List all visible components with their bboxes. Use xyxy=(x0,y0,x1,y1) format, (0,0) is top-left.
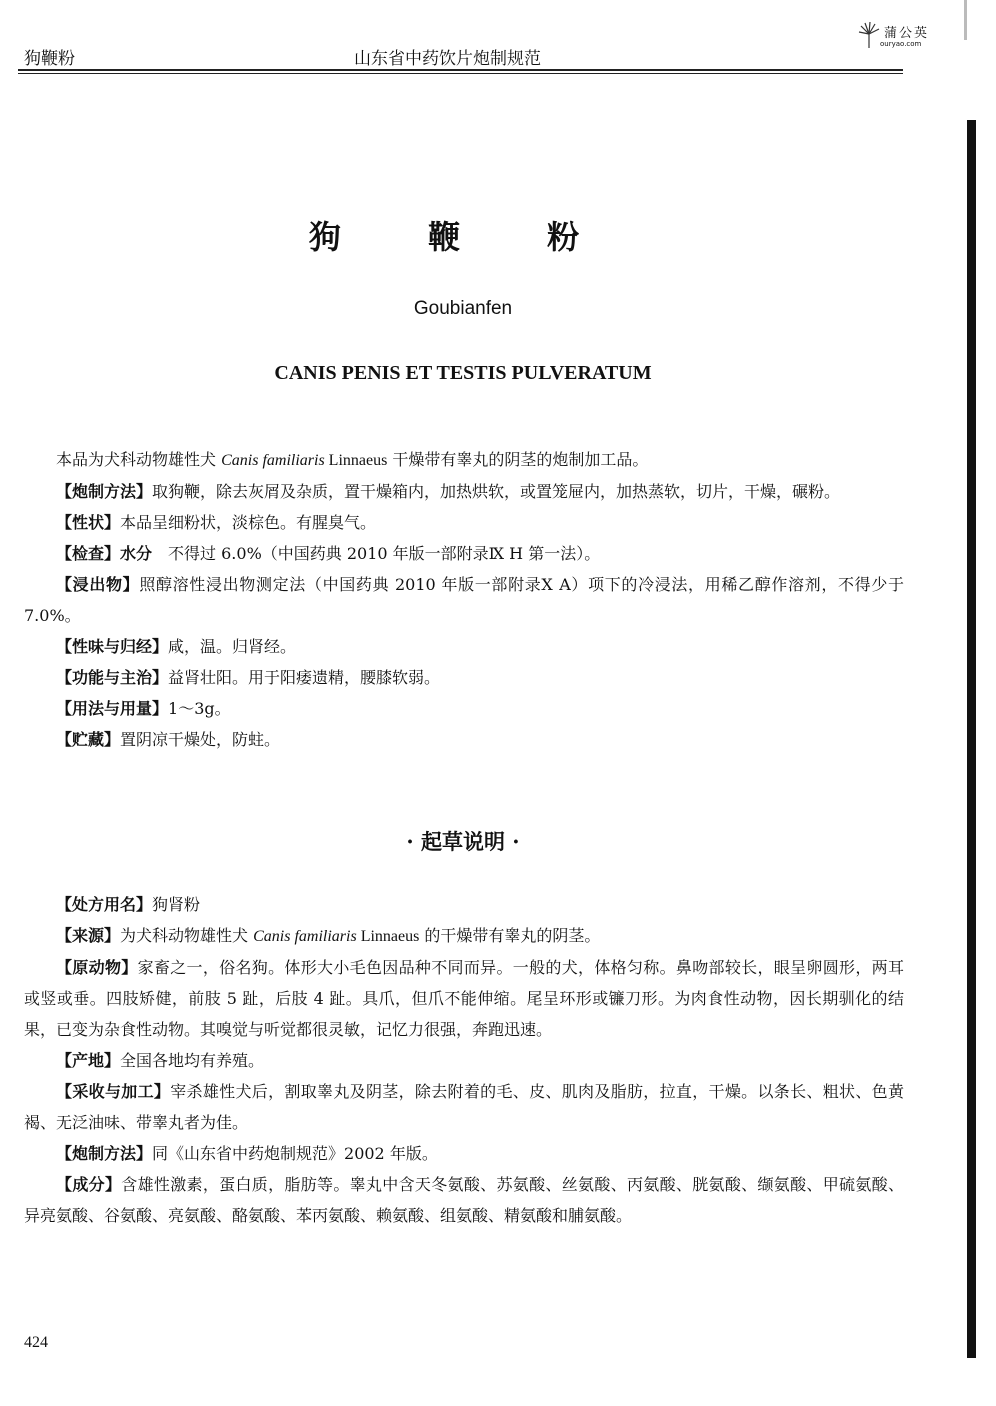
section-label: 【检查】 xyxy=(56,544,121,563)
processing-paragraph xyxy=(24,476,904,507)
drafting-notes-body xyxy=(24,889,904,1231)
section-label: 【功能与主治】 xyxy=(56,668,169,687)
section-text: 本品呈细粉状，淡棕色。有腥臭气。 xyxy=(120,513,377,532)
section-text: 狗肾粉 xyxy=(152,895,201,914)
header-rule xyxy=(18,69,903,71)
section-text: 家畜之一，俗名狗。体形大小毛色因品种不同而异。一般的犬，体格匀称。鼻吻部较长，眼呈卵圆形，两耳或竖或垂。四肢矫健，前肢 5 趾，后肢 4 趾。具爪，但爪不能伸缩。尾呈环形或镰刀形。为肉食性动物，因长期驯化的结果，已变为杂食性动物。其嗅觉与听觉都很灵敏，记忆力很强，奔跑迅速。 xyxy=(24,958,904,1039)
intro-text-end: 干燥带有睾丸的阴茎的炮制加工品。 xyxy=(387,450,649,469)
prescription-name-paragraph xyxy=(24,889,904,920)
section-label: 【贮藏】 xyxy=(56,730,121,749)
composition-paragraph xyxy=(24,1169,904,1231)
section-text: 取狗鞭，除去灰屑及杂质，置干燥箱内，加热烘软，或置笼屉内，加热蒸软，切片，干燥，碾粉。 xyxy=(152,482,841,501)
section-label: 【处方用名】 xyxy=(56,895,153,914)
intro-text: 本品为犬科动物雄性犬 xyxy=(56,450,222,469)
intro-paragraph xyxy=(24,444,904,476)
extract-paragraph xyxy=(24,569,904,631)
species-name: Canis familiaris xyxy=(253,928,357,945)
section-label: 【炮制方法】 xyxy=(56,482,153,501)
section-text: 照醇溶性浸出物测定法（中国药典 2010 年版一部附录Ⅹ A）项下的冷浸法，用稀乙醇作溶剂，不得少于 7.0%。 xyxy=(24,575,904,625)
character-paragraph xyxy=(24,507,904,538)
header-left-title: 狗鞭粉 xyxy=(24,49,75,69)
species-authority: Linnaeus xyxy=(356,928,420,945)
section-text: 为犬科动物雄性犬 xyxy=(120,926,254,945)
logo-brand: 蒲公英 xyxy=(884,26,930,41)
function-paragraph xyxy=(24,662,904,693)
species-authority: Linnaeus xyxy=(324,452,388,469)
nature-paragraph xyxy=(24,631,904,662)
running-header xyxy=(24,44,904,68)
section-label: 【采收与加工】 xyxy=(56,1082,171,1101)
page-title: 狗 鞭 粉 xyxy=(308,218,618,256)
page-number: 424 xyxy=(24,1334,48,1351)
logo-url: ouryao.com xyxy=(880,40,922,48)
section-label: 【来源】 xyxy=(56,926,121,945)
section-text-end: 的干燥带有睾丸的阴茎。 xyxy=(419,926,601,945)
collection-paragraph xyxy=(24,1076,904,1138)
section-text: 不得过 6.0%（中国药典 2010 年版一部附录Ⅸ H 第一法）。 xyxy=(152,544,601,563)
species-name: Canis familiaris xyxy=(221,452,325,469)
section-label: 【产地】 xyxy=(56,1051,121,1070)
scan-edge-top xyxy=(964,0,967,40)
pinyin-name: Goubianfen xyxy=(413,298,513,319)
header-rule-thin xyxy=(18,73,903,74)
dosage-paragraph xyxy=(24,693,904,724)
dandelion-icon xyxy=(858,22,880,48)
section-label: 【性状】 xyxy=(56,513,121,532)
section-label: 【用法与用量】 xyxy=(56,699,169,718)
section-text: 1～3g。 xyxy=(168,699,231,718)
section-text: 含雄性激素，蛋白质，脂肪等。睾丸中含天冬氨酸、苏氨酸、丝氨酸、丙氨酸、胱氨酸、缬氨酸、甲硫氨酸、异亮氨酸、谷氨酸、亮氨酸、酪氨酸、苯丙氨酸、赖氨酸、组氨酸、精氨酸和脯氨酸。 xyxy=(24,1175,904,1225)
header-book-title: 山东省中药饮片炮制规范 xyxy=(354,49,541,69)
section-text: 置阴凉干燥处，防蛀。 xyxy=(120,730,281,749)
section-label: 【原动物】 xyxy=(56,958,138,977)
scan-edge-bar xyxy=(967,120,976,1358)
section-text: 益肾壮阳。用于阳痿遗精，腰膝软弱。 xyxy=(168,668,441,687)
watermark-logo xyxy=(858,20,946,56)
section-label: 【浸出物】 xyxy=(56,575,140,594)
section-text: 宰杀雄性犬后，割取睾丸及阴茎，除去附着的毛、皮、肌肉及脂肪，拉直，干燥。以条长、粗状、色黄褐、无泛油味、带睾丸者为佳。 xyxy=(24,1082,904,1132)
inspection-paragraph xyxy=(24,538,904,569)
storage-paragraph xyxy=(24,724,904,755)
latin-name: CANIS PENIS ET TESTIS PULVERATUM xyxy=(274,362,652,384)
origin-paragraph xyxy=(24,1045,904,1076)
section-text: 咸，温。归肾经。 xyxy=(168,637,297,656)
section-text: 全国各地均有养殖。 xyxy=(120,1051,265,1070)
drafting-notes-heading: · 起草说明 · xyxy=(406,829,520,854)
section-label: 【炮制方法】 xyxy=(56,1144,153,1163)
section-text: 同《山东省中药炮制规范》2002 年版。 xyxy=(152,1144,438,1163)
monograph-body xyxy=(24,444,904,755)
section-label: 【成分】 xyxy=(56,1175,122,1194)
section-label: 【性味与归经】 xyxy=(56,637,169,656)
drafting-processing-paragraph xyxy=(24,1138,904,1169)
animal-paragraph xyxy=(24,952,904,1045)
section-sublabel: 水分 xyxy=(120,544,153,563)
source-paragraph xyxy=(24,920,904,952)
